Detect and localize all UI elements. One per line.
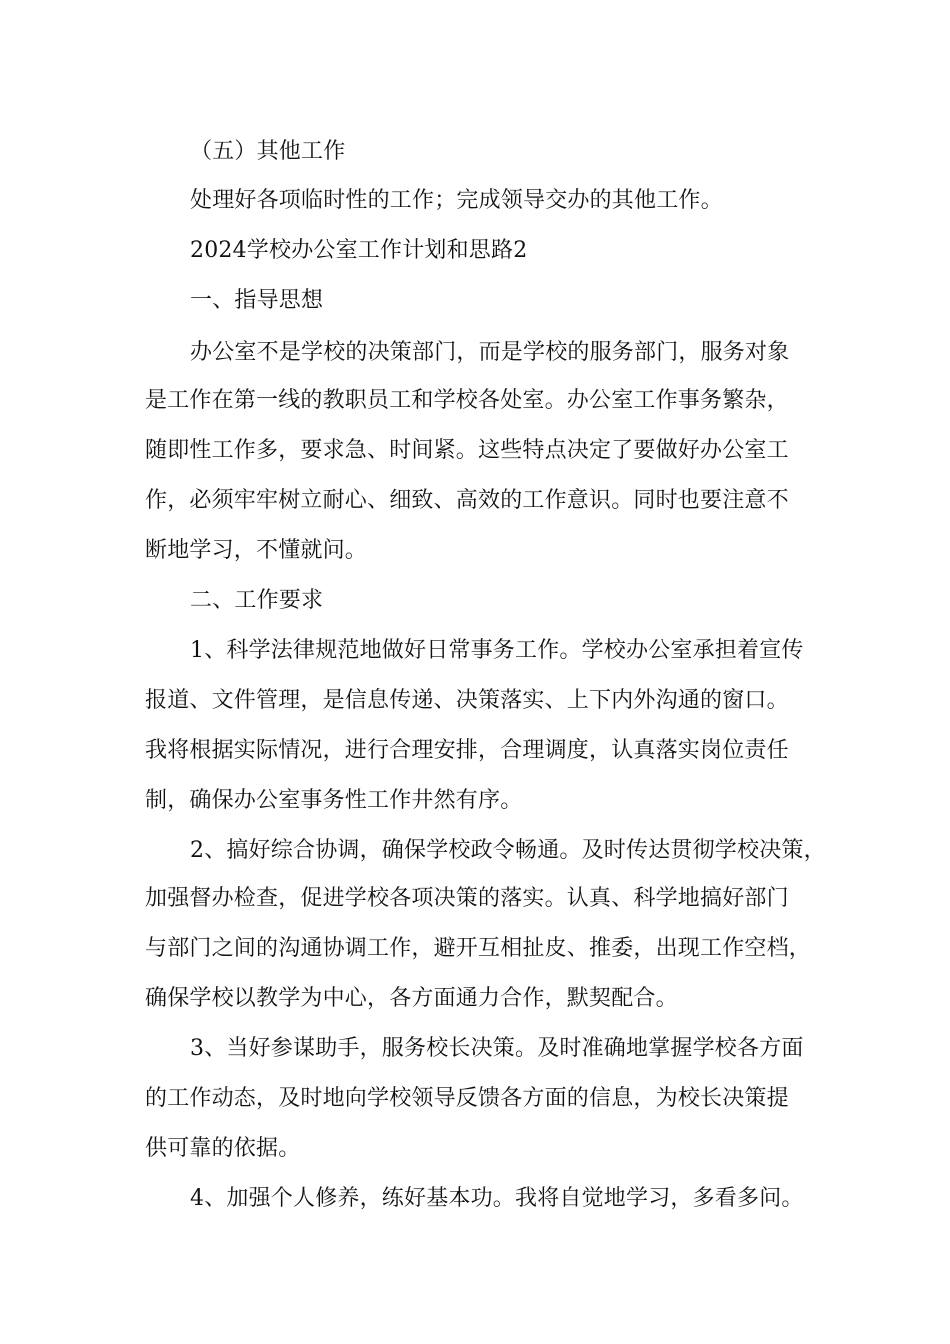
paragraph-line: 我将根据实际情况，进行合理安排，合理调度，认真落实岗位责任 [145,738,789,763]
paragraph-line: 断地学习，不懂就问。 [145,538,368,563]
paragraph-line: 2、搞好综合协调，确保学校政令畅通。及时传达贯彻学校决策， [190,838,826,863]
paragraph-line: 4、加强个人修养，练好基本功。我将自觉地学习，多看多问。 [190,1186,804,1211]
paragraph-line: 作，必须牢牢树立耐心、细致、高效的工作意识。同时也要注意不 [145,488,789,513]
paragraph-line: 报道、文件管理，是信息传递、决策落实、上下内外沟通的窗口。 [145,688,789,713]
document-title: 2024学校办公室工作计划和思路2 [190,238,528,263]
section-heading-work-requirements: 二、工作要求 [190,588,324,613]
paragraph-line: 随即性工作多，要求急、时间紧。这些特点决定了要做好办公室工 [145,438,789,463]
paragraph-line: 3、当好参谋助手，服务校长决策。及时准确地掌握学校各方面 [190,1036,804,1061]
paragraph-line: 供可靠的依据。 [145,1136,301,1161]
paragraph-line: 加强督办检查，促进学校各项决策的落实。认真、科学地搞好部门 [145,886,789,911]
section-heading-other-work: （五）其他工作 [190,139,346,164]
paragraph-line: 的工作动态，及时地向学校领导反馈各方面的信息，为校长决策提 [145,1086,789,1111]
paragraph-line: 处理好各项临时性的工作；完成领导交办的其他工作。 [190,188,723,213]
paragraph-line: 办公室不是学校的决策部门，而是学校的服务部门，服务对象 [190,340,790,365]
paragraph-line: 与部门之间的沟通协调工作，避开互相扯皮、推委，出现工作空档， [145,936,812,961]
paragraph-line: 是工作在第一线的教职员工和学校各处室。办公室工作事务繁杂， [145,388,789,413]
section-heading-guiding-ideology: 一、指导思想 [190,288,324,313]
paragraph-line: 制，确保办公室事务性工作井然有序。 [145,788,523,813]
paragraph-line: 确保学校以教学为中心，各方面通力合作，默契配合。 [145,986,678,1011]
paragraph-line: 1、科学法律规范地做好日常事务工作。学校办公室承担着宣传 [190,638,804,663]
